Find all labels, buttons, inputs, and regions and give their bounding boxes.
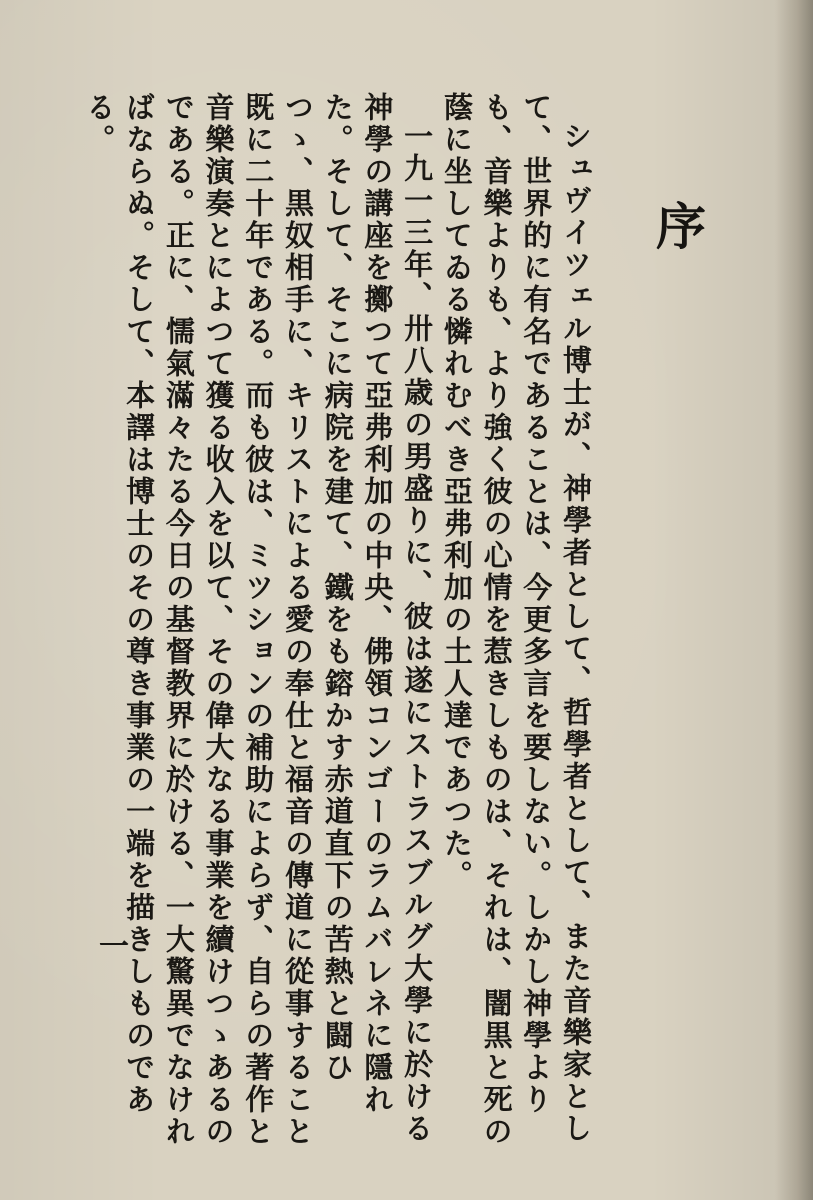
page-edge-shadow [775, 0, 813, 1200]
paragraph-1: シュヴイツェル博士が、神學者として、哲學者として、また音樂家として、世界的に有名であることは、今更多言を要しない。しかし神學よりも、音樂よりも、より強く彼の心情を惹きしものは、それは、闇黒と死の蔭に坐してゐる憐れむべき亞弗利加の土人達であつた。 [439, 92, 593, 1148]
body-text [79, 92, 595, 1162]
page-number: 一 [93, 930, 128, 960]
paragraph-2: 一九一三年、卅八歳の男盛りに、彼は遂にストラスブルグ大學に於ける神學の講座を擲つて亞弗利加の中央、佛領コンゴーのラムバレネに隱れた。そして、そこに病院を建て、鐵をも鎔かす赤道直下の苦熱と闘ひつゝ、黒奴相手に、キリストによる愛の奉仕と福音の傳道に從事すること既に二十年である。而も彼は、ミツションの補助によらず、自らの著作と音樂演奏とによつて獲る收入を以て、その偉大なる事業を續けつゝあるのである。正に、懦氣滿々たる今日の基督教界に於ける、一大驚異でなければならぬ。そして、本譯は博士のその尊き事業の一端を描きしものである。 [82, 92, 435, 1148]
page-title: 序 [648, 200, 707, 250]
